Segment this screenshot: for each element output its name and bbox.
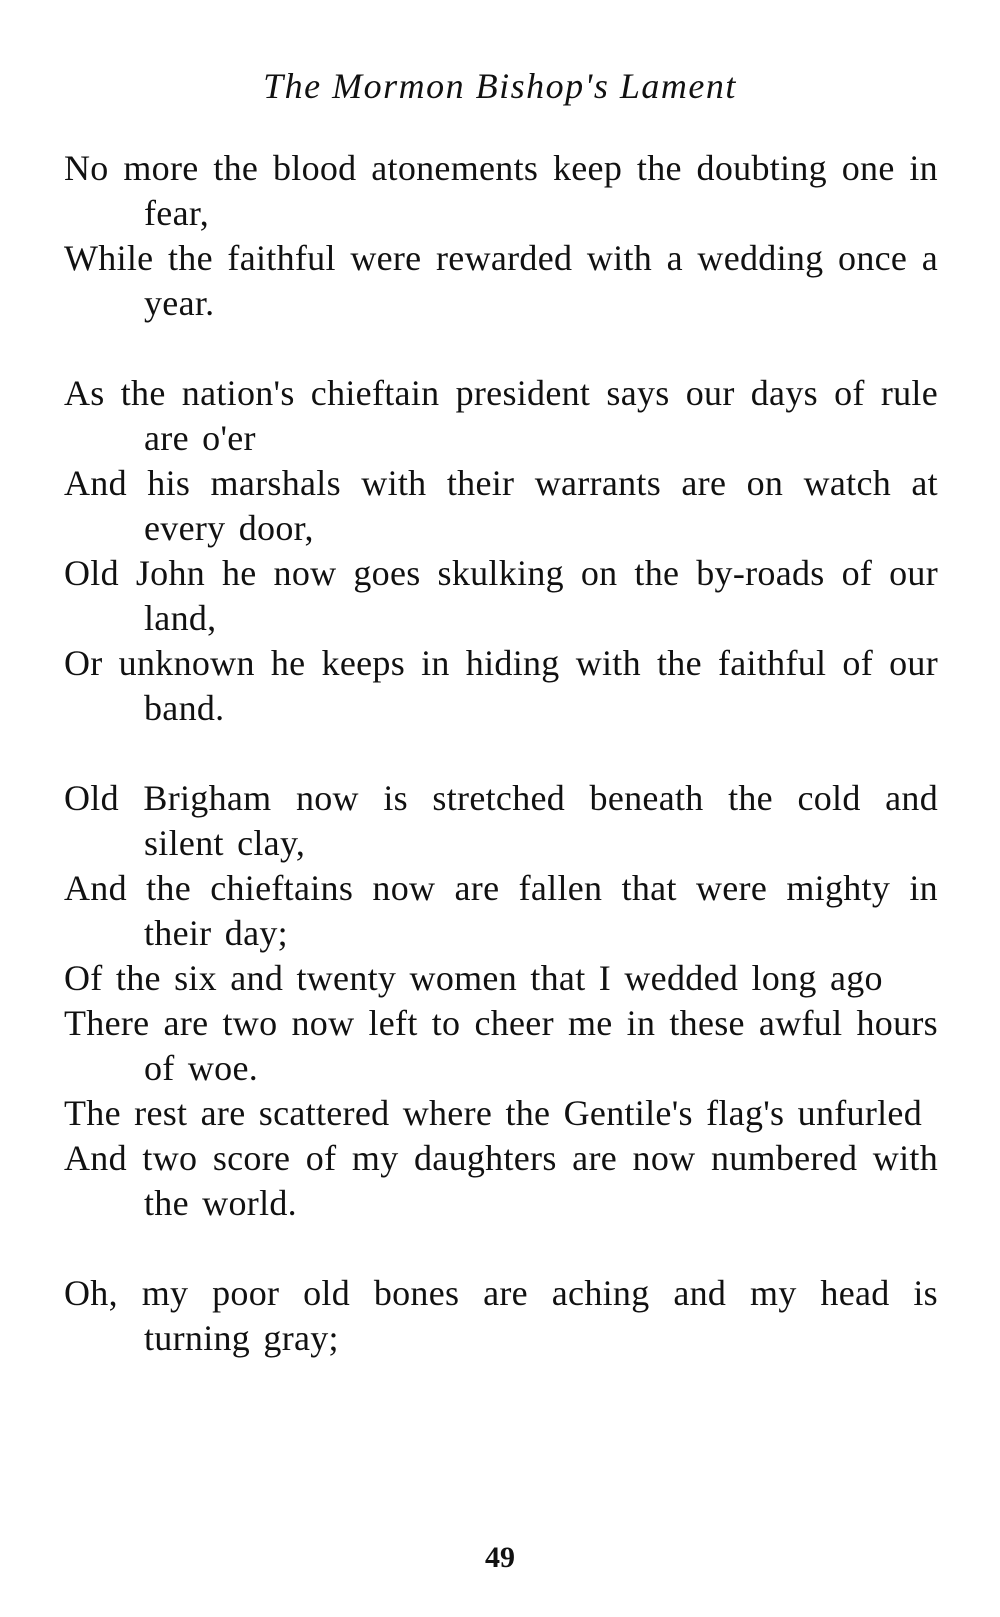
stanza-3 — [64, 776, 938, 1226]
verse-line: While the faithful were rewarded with a wedding once a year. — [64, 238, 938, 323]
verse-line: As the nation's chieftain president says our days of rule are o'er — [64, 373, 938, 458]
page-number: 49 — [485, 1541, 515, 1574]
verse-line: Or unknown he keeps in hiding with the faithful of our band. — [64, 643, 938, 728]
verse-line: Oh, my poor old bones are aching and my head is turning gray; — [64, 1273, 938, 1358]
stanza-4 — [64, 1271, 938, 1361]
verse-line: Old Brigham now is stretched beneath the cold and silent clay, — [64, 778, 938, 863]
verse-line: The rest are scattered where the Gentile's flag's unfurled — [64, 1093, 923, 1133]
poem-body — [64, 146, 938, 1406]
stanza-1 — [64, 146, 938, 326]
verse-line: Old John he now goes skulking on the by-roads of our land, — [64, 553, 938, 638]
verse-line: And the chieftains now are fallen that were mighty in their day; — [64, 868, 938, 953]
stanza-2 — [64, 371, 938, 731]
verse-line: And his marshals with their warrants are on watch at every door, — [64, 463, 938, 548]
verse-line: And two score of my daughters are now numbered with the world. — [64, 1138, 938, 1223]
running-head: The Mormon Bishop's Lament — [263, 66, 737, 106]
verse-line: No more the blood atonements keep the doubting one in fear, — [64, 148, 938, 233]
verse-line: Of the six and twenty women that I wedded long ago — [64, 958, 883, 998]
verse-line: There are two now left to cheer me in these awful hours of woe. — [64, 1003, 938, 1088]
